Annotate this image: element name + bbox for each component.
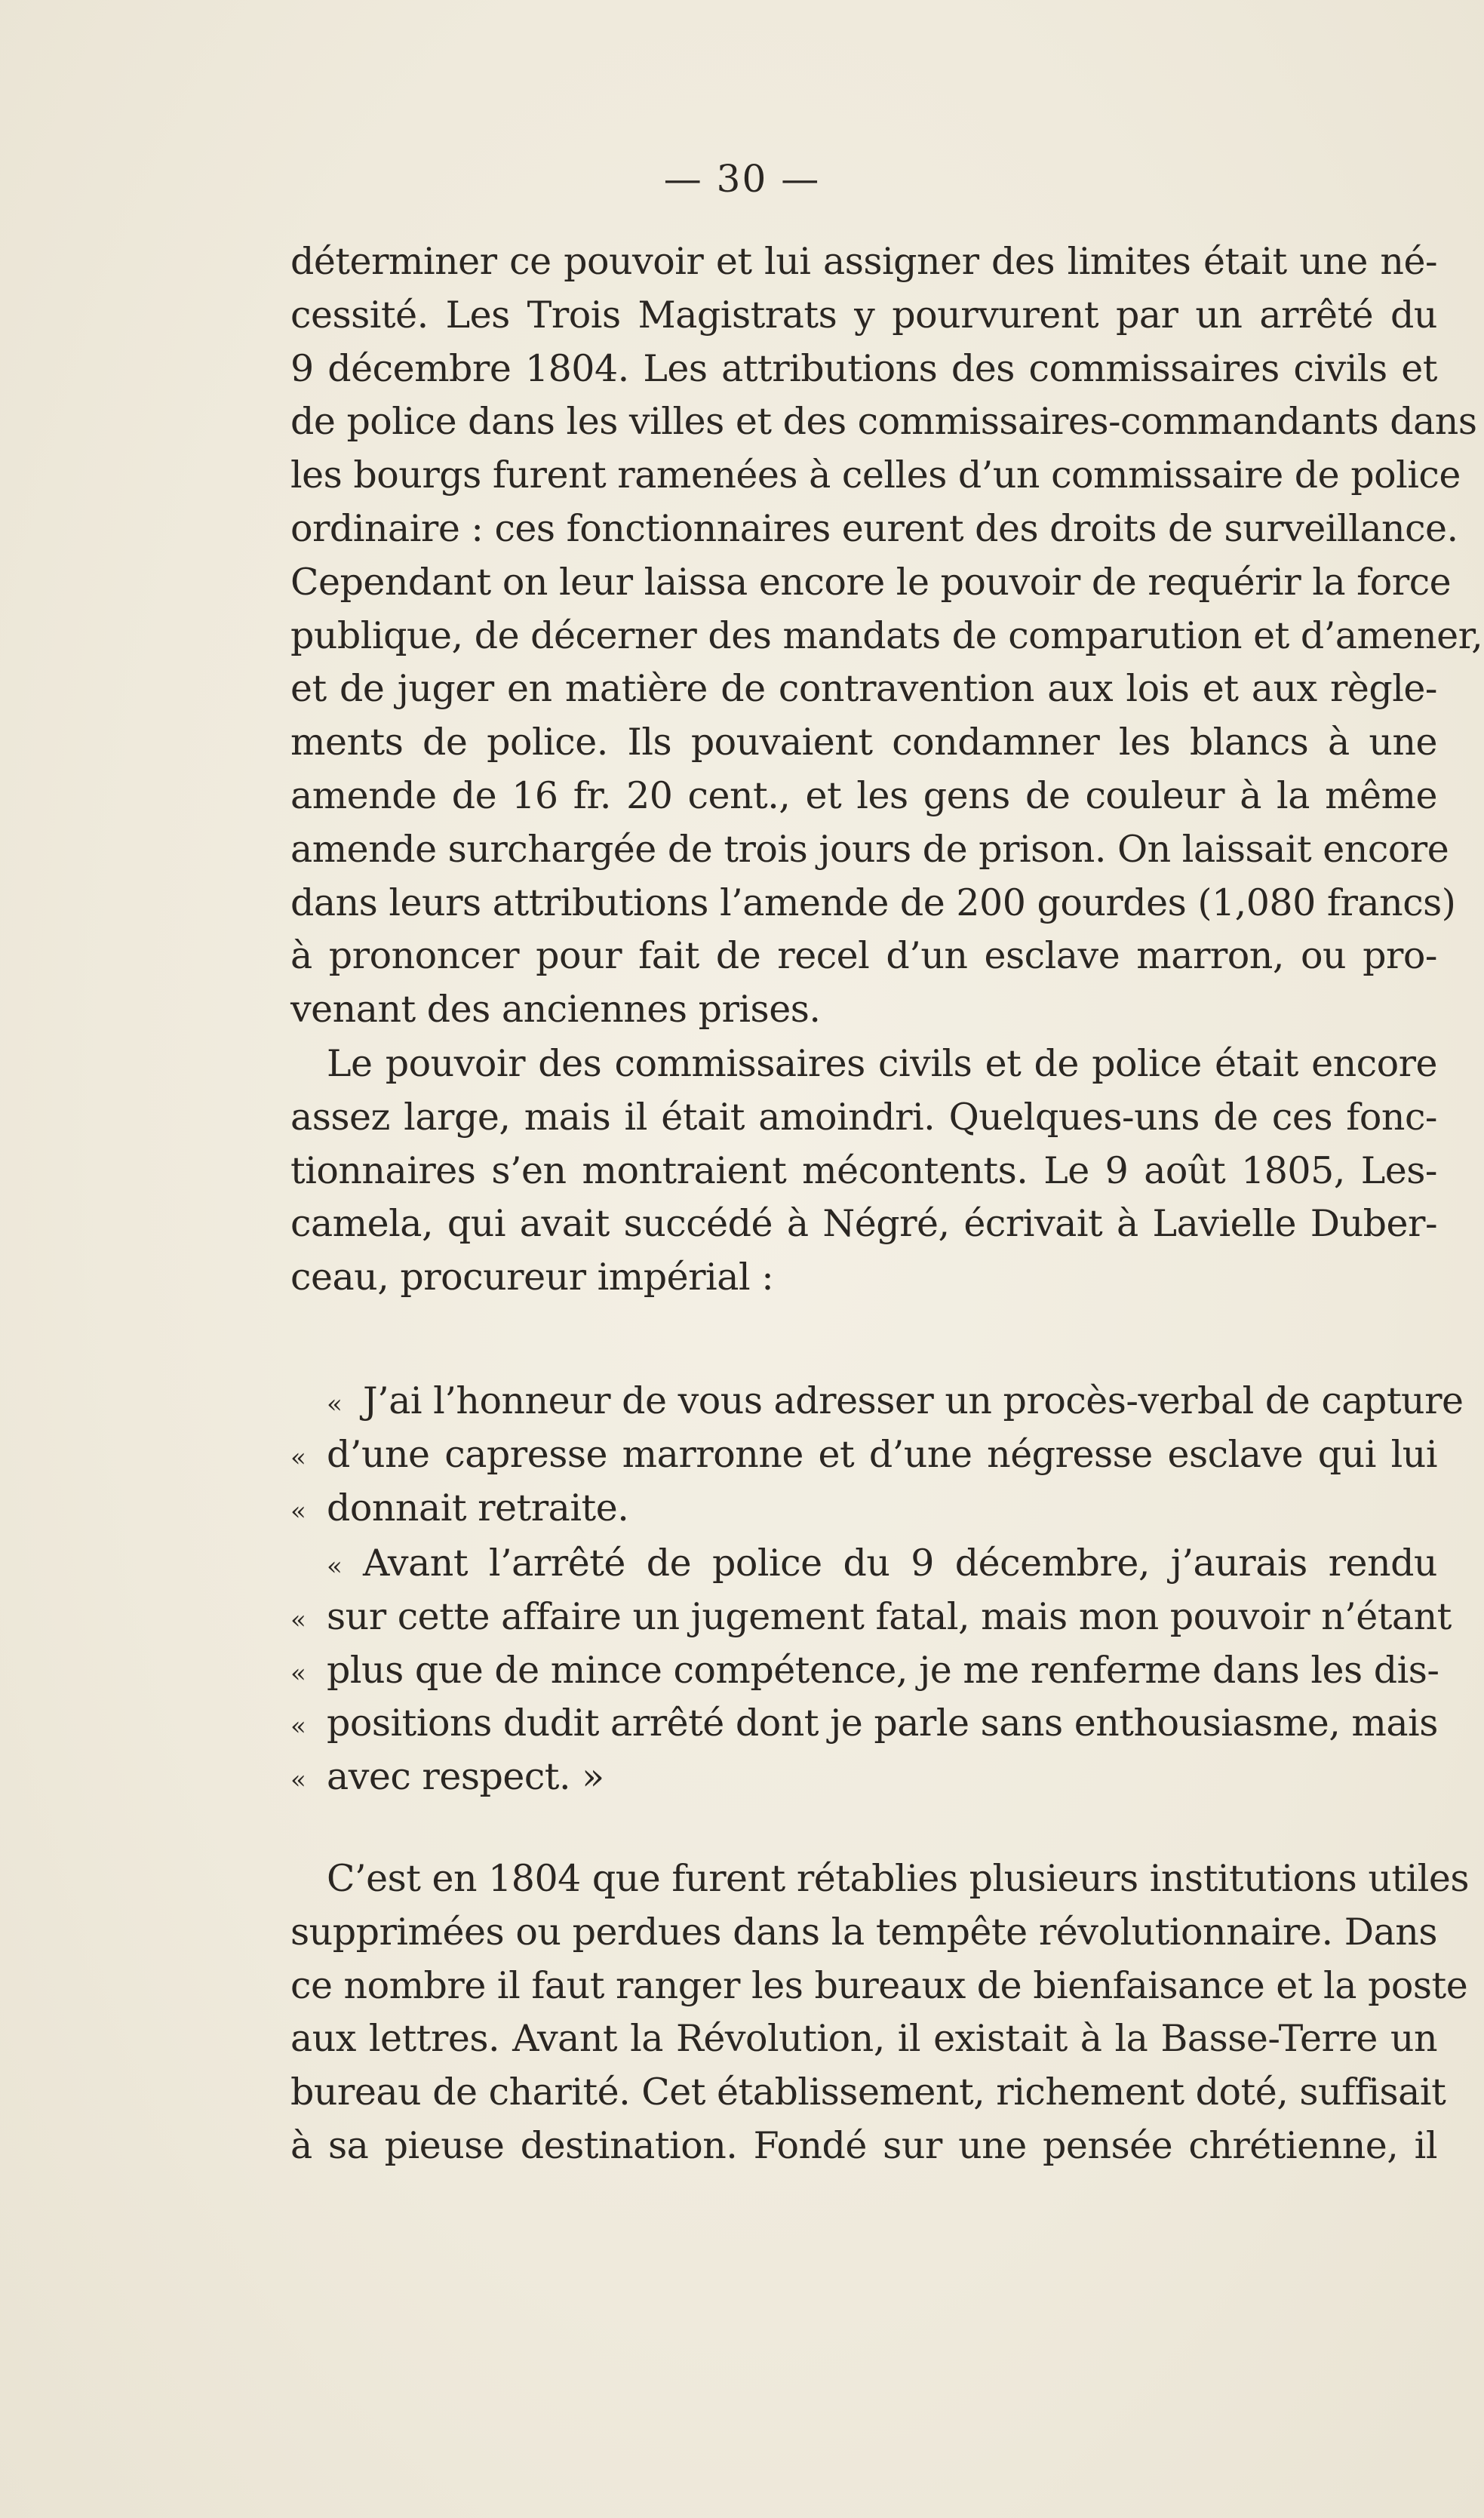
text-line: ce nombre il faut ranger les bureaux de bienfaisance et la poste [290, 1963, 1468, 2007]
text-line: ments de police. Ils pouvaient condamner les blancs à une [290, 721, 1437, 764]
text-line: assez large, mais il était amoindri. Quelques-uns de ces fonc- [290, 1095, 1437, 1139]
quotation-1 [290, 1375, 1464, 1535]
quote-text: positions dudit arrêté dont je parle sans enthousiasme, mais [327, 1702, 1438, 1745]
text-line: Le pouvoir des commissaires civils et de police était encore [327, 1042, 1437, 1085]
quote-mark: « [290, 1658, 306, 1689]
text-line: de police dans les villes et des commissaires-commandants dans [290, 400, 1477, 444]
quote-text: donnait retraite. [327, 1486, 629, 1530]
paragraph-3 [290, 1852, 1470, 2173]
text-line: à prononcer pour fait de recel d’un esclave marron, ou pro- [290, 934, 1437, 978]
text-line: et de juger en matière de contravention aux lois et aux règle- [290, 667, 1437, 711]
quote-line [290, 1591, 1452, 1644]
quotation-2 [290, 1537, 1452, 1804]
text-line: les bourgs furent ramenées à celles d’un commissaire de police [290, 453, 1461, 497]
text-line: ordinaire : ces fonctionnaires eurent des droits de surveillance. [290, 506, 1458, 550]
quote-mark: « [290, 1765, 306, 1796]
text-line: dans leurs attributions l’amende de 200 gourdes (1,080 francs) [290, 881, 1456, 924]
text-line: publique, de décerner des mandats de comparution et d’amener, [290, 613, 1483, 657]
quote-mark: « [290, 1711, 306, 1742]
text-line: tionnaires s’en montraient mécontents. Le 9 août 1805, Les- [290, 1148, 1437, 1192]
quote-line [290, 1428, 1437, 1482]
text-line: déterminer ce pouvoir et lui assigner des limites était une né- [290, 240, 1437, 283]
quote-line [290, 1482, 1437, 1536]
text-line: amende surchargée de trois jours de prison. On laissait encore [290, 827, 1449, 871]
quote-mark: « [327, 1389, 343, 1419]
quote-line [290, 1644, 1437, 1698]
paragraph-2 [290, 1038, 1437, 1305]
quote-mark: « [327, 1551, 343, 1582]
quote-line [290, 1537, 1437, 1591]
text-line: cessité. Les Trois Magistrats y pourvurent par un arrêté du [290, 293, 1437, 337]
quote-text: plus que de mince compétence, je me renferme dans les dis- [327, 1648, 1439, 1692]
paragraph-1 [290, 235, 1483, 1037]
text-line: aux lettres. Avant la Révolution, il existait à la Basse-Terre un [290, 2017, 1437, 2061]
text-line: à sa pieuse destination. Fondé sur une pensée chrétienne, il [290, 2123, 1437, 2167]
text-line: Cependant on leur laissa encore le pouvoir de requérir la force [290, 560, 1452, 604]
quote-line [290, 1697, 1437, 1751]
quote-text: sur cette affaire un jugement fatal, mais mon pouvoir n’étant [327, 1594, 1452, 1638]
text-line: supprimées ou perdues dans la tempête révolutionnaire. Dans [290, 1910, 1437, 1954]
page-number: — 30 — [663, 157, 821, 201]
quote-mark: « [290, 1496, 306, 1526]
quote-mark: « [290, 1604, 306, 1635]
quote-line [290, 1751, 1437, 1804]
quote-mark: « [290, 1442, 306, 1473]
text-line: venant des anciennes prises. [290, 988, 821, 1031]
text-line: bureau de charité. Cet établissement, richement doté, suffisait [290, 2071, 1446, 2114]
text-line: 9 décembre 1804. Les attributions des commissaires civils et [290, 346, 1437, 390]
text-line: C’est en 1804 que furent rétablies plusieurs institutions utiles [327, 1857, 1470, 1900]
text-line: ceau, procureur impérial : [290, 1256, 774, 1299]
quote-text: Avant l’arrêté de police du 9 décembre, j’aurais rendu [363, 1542, 1437, 1585]
quote-line [290, 1375, 1464, 1428]
text-line: amende de 16 fr. 20 cent., et les gens de couleur à la même [290, 773, 1437, 817]
quote-text: d’une capresse marronne et d’une négresse esclave qui lui [327, 1432, 1437, 1476]
quote-text: avec respect. » [327, 1755, 604, 1799]
text-line: camela, qui avait succédé à Négré, écrivait à Lavielle Duber- [290, 1202, 1437, 1246]
quote-text: J’ai l’honneur de vous adresser un procès-verbal de capture [363, 1379, 1464, 1422]
